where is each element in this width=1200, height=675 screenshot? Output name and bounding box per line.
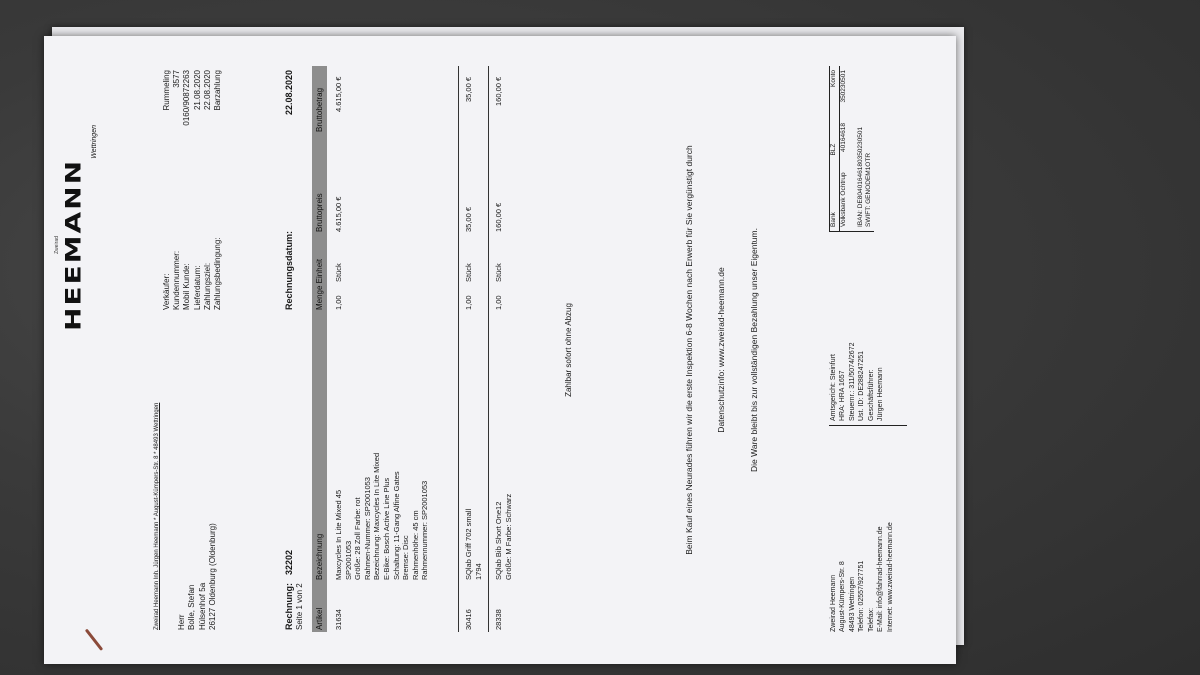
recipient-street: Hülsenhof 5a: [197, 582, 207, 630]
sender-line: Zweirad Heemann Inh. Jürgen Heemann * August-Kümpers-Str. 8 * 48493 Wettringen: [154, 402, 160, 630]
table-row: 28338 SQlab Bib Short One12 Größe: M Farbe: Schwarz 1,00 Stück 160,00 € 160,00 €: [494, 76, 513, 630]
meta-row: Mobil Kunde: 0160/90872263: [182, 70, 192, 310]
recipient-name: Bolle, Stefan: [187, 584, 197, 630]
company-logo: [54, 95, 144, 395]
item-description: Maxcycles In Lite Mixed 45 SP2001053 Größe: 28 Zoll Farbe: rot Rahmen-Nummer: SP2001053 Bezeichnung: Maxcycles In Lite Mixed E-Bike: Bosch Active Line Plus Schaltung: 11-Gang Alfine Gates Bremse: Disc Rahmenhöhe: 45 cm Rahmennummer: SP2001053: [334, 452, 430, 580]
invoice-number: Rechnung:32202: [284, 549, 294, 630]
footer-address: Zweirad Heemann August-Kümpers-Str. 8 48493 Wettringen Telefon: 02557/927751 Telefax: E-Mail: info@fahrrad-heemann.de Internet: www.zweirad-heemann.de: [830, 522, 894, 632]
footer-legal: Amtsgericht: Steinfurt HRA: HRA 1657 Steuernr.: 311/5074/2672 Ust. ID: DE288247251 Geschäftsführer: Jürgen Heemann: [829, 236, 907, 426]
invoice-meta: [162, 70, 223, 310]
table-row: 31634 Maxcycles In Lite Mixed 45 SP2001053 Größe: 28 Zoll Farbe: rot Rahmen-Nummer: SP2001053 Bezeichnung: Maxcycles In Lite Mixed E-Bike: Bosch Active Line Plus Schaltung: 11-Gang Alfine Gates Bremse: Disc Rahmenhöhe: 45 cm Rahmennummer: SP2001053 1,00 Stück 4.615,00 € 4.615,00 €: [334, 76, 430, 630]
meta-row: Lieferdatum: 21.08.2020: [192, 70, 202, 310]
note-ownership: Die Ware bleibt bis zur vollständigen Bezahlung unser Eigentum.: [749, 228, 759, 472]
row-divider: [488, 66, 489, 632]
table-row: 30416 SQlab Griff 702 small 1794 1,00 Stück 35,00 € 35,00 €: [464, 76, 483, 630]
item-description: SQlab Bib Short One12 Größe: M Farbe: Schwarz: [494, 493, 513, 580]
header-bruttobetrag: Bruttobetrag: [314, 87, 324, 132]
logo-tagline: Wettringen: [91, 125, 99, 159]
recipient-salutation: Herr: [177, 614, 186, 630]
table-header: [312, 66, 327, 632]
header-menge: Menge Einheit: [314, 258, 324, 310]
note-privacy: Datenschutzinfo: www.zweirad-heemann.de: [716, 267, 726, 433]
logo-top-text: Zweirad: [54, 236, 60, 254]
logo-name: HEEMANN: [61, 158, 87, 332]
meta-row: Verkäufer: Rummeling: [162, 70, 171, 310]
recipient-city: 26127 Oldenburg (Oldenburg): [208, 523, 218, 630]
page-indicator: Seite 1 von 2: [295, 583, 304, 630]
meta-row: Zahlungsziel: 22.08.2020: [202, 70, 212, 310]
meta-row: Kundennummer: 3577: [172, 70, 182, 310]
footer-bank: Bank BLZ Konto Volksbank Ochtrup 40164618 350230501 IBAN: DE80401646180350230501 SWIFT: GENODEM1OTR: [829, 66, 874, 232]
header-bezeichnung: Bezeichnung: [314, 533, 324, 580]
header-bruttopreis: Bruttopreis: [314, 193, 324, 232]
meta-row: Zahlungsbedingung: Barzahlung: [213, 70, 223, 310]
recipient-address: [177, 523, 219, 630]
note-inspection: Beim Kauf eines Neurades führen wir die erste Inspektion 6-8 Wochen nach Erwerb für Sie vergünstigt durch: [684, 145, 694, 555]
invoice-sheet: [44, 36, 956, 664]
footer: [829, 66, 907, 632]
invoice-document: [44, 50, 956, 650]
row-divider: [458, 66, 459, 632]
invoice-date: Rechnungsdatum: 22.08.2020: [284, 70, 294, 310]
payment-note: Zahlbar sofort ohne Abzug: [564, 303, 573, 397]
header-artikel: Artikel: [314, 607, 324, 630]
item-description: SQlab Griff 702 small 1794: [464, 508, 483, 580]
